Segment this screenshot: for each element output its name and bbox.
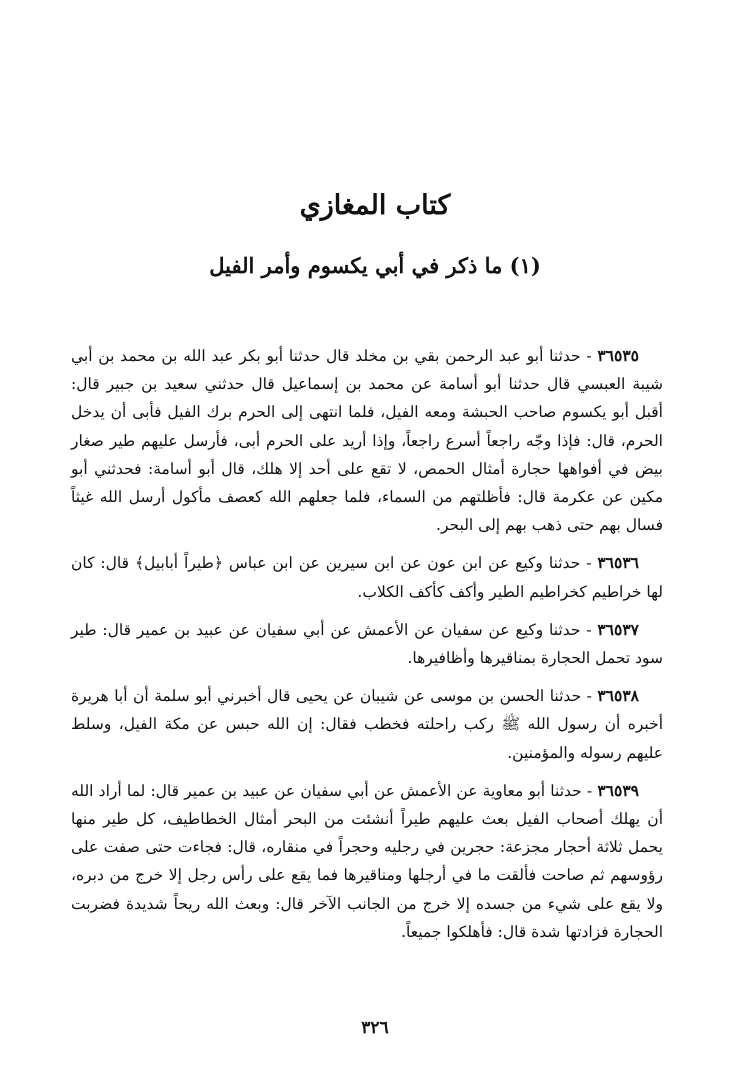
hadith-number: ٣٦٥٣٦ [597,553,639,573]
hadith-text: - حدثنا الحسن بن موسى عن شيبان عن يحيى قال أخبرني أبو سلمة أن أبا هريرة أخبره أن رسول الله ﷺ ركب راحلته فخطب فقال: إن الله حبس عن مكة الفيل، وسلط عليهم رسوله والمؤمنين. [71,687,663,762]
hadith-paragraph [71,549,663,605]
hadith-number: ٣٦٥٣٧ [597,619,639,639]
hadith-number: ٣٦٥٣٨ [597,686,639,706]
hadith-paragraph [71,682,663,767]
page-number: ٣٢٦ [361,1018,389,1038]
hadith-number: ٣٦٥٣٩ [597,780,639,800]
book-title: كتاب المغازي [299,190,451,221]
hadith-text: - حدثنا وكيع عن ابن عون عن ابن سيرين عن ابن عباس ﴿طيراً أبابيل﴾ قال: كان لها خراطيم كخراطيم الطير وأكف كأكف الكلاب. [71,554,663,601]
hadith-paragraph [71,777,663,946]
hadith-list [71,342,663,956]
chapter-title: (١) ما ذكر في أبي يكسوم وأمر الفيل [209,253,541,278]
hadith-text: - حدثنا وكيع عن سفيان عن الأعمش عن أبي سفيان عن عبيد بن عمير قال: طير سود تحمل الحجارة بمناقيرها وأظافيرها. [71,620,663,668]
hadith-number: ٣٦٥٣٥ [597,346,639,365]
hadith-text: - حدثنا أبو عبد الرحمن بقي بن مخلد قال حدثنا أبو بكر عبد الله بن محمد بن أبي شيبة العبسي قال حدثنا أبو أسامة عن محمد بن إسماعيل قال حدثني سعيد بن جبير قال: أقبل أبو يكسوم صاحب الحبشة ومعه الفيل، فلما انتهى إلى الحرم برك الفيل فأبى أن يدخل الحرم، قال: فإذا وجّه راجعاً أسرع راجعاً، وإذا أريد على الحرم أبى، فأرسل عليهم طير صغار بيض في أفواهها حجارة أمثال الحمص، لا تقع على أحد إلا هلك، قال أبو أسامة: فحدثني أبو مكين عن عكرمة قال: فأظلتهم من السماء، فلما جعلهم الله كعصف مأكول أرسل الله غيثاً فسال بهم حتى ذهب بهم إلى البحر. [71,347,663,535]
hadith-paragraph [71,616,663,672]
hadith-text: - حدثنا أبو معاوية عن الأعمش عن أبي سفيان عن عبيد بن عمير قال: لما أراد الله أن يهلك أصحاب الفيل بعث عليهم طيراً أنشئت من البحر أمثال الخطاطيف، كل طير منها يحمل ثلاثة أحجار مجزعة: حجرين في رجليه وحجراً في منقاره، قال: فجاءت حتى صفت على رؤوسهم ثم صاحت فألقت ما في أرجلها ومناقيرها فما يقع على رأس رجل إلا خرج من دبره، ولا يقع على شيء من جسده إلا خرج من الجانب الآخر قال: وبعث الله ريحاً شديدة فضربت الحجارة فزادتها شدة قال: فأهلكوا جميعاً. [71,781,663,941]
hadith-paragraph [71,342,663,539]
